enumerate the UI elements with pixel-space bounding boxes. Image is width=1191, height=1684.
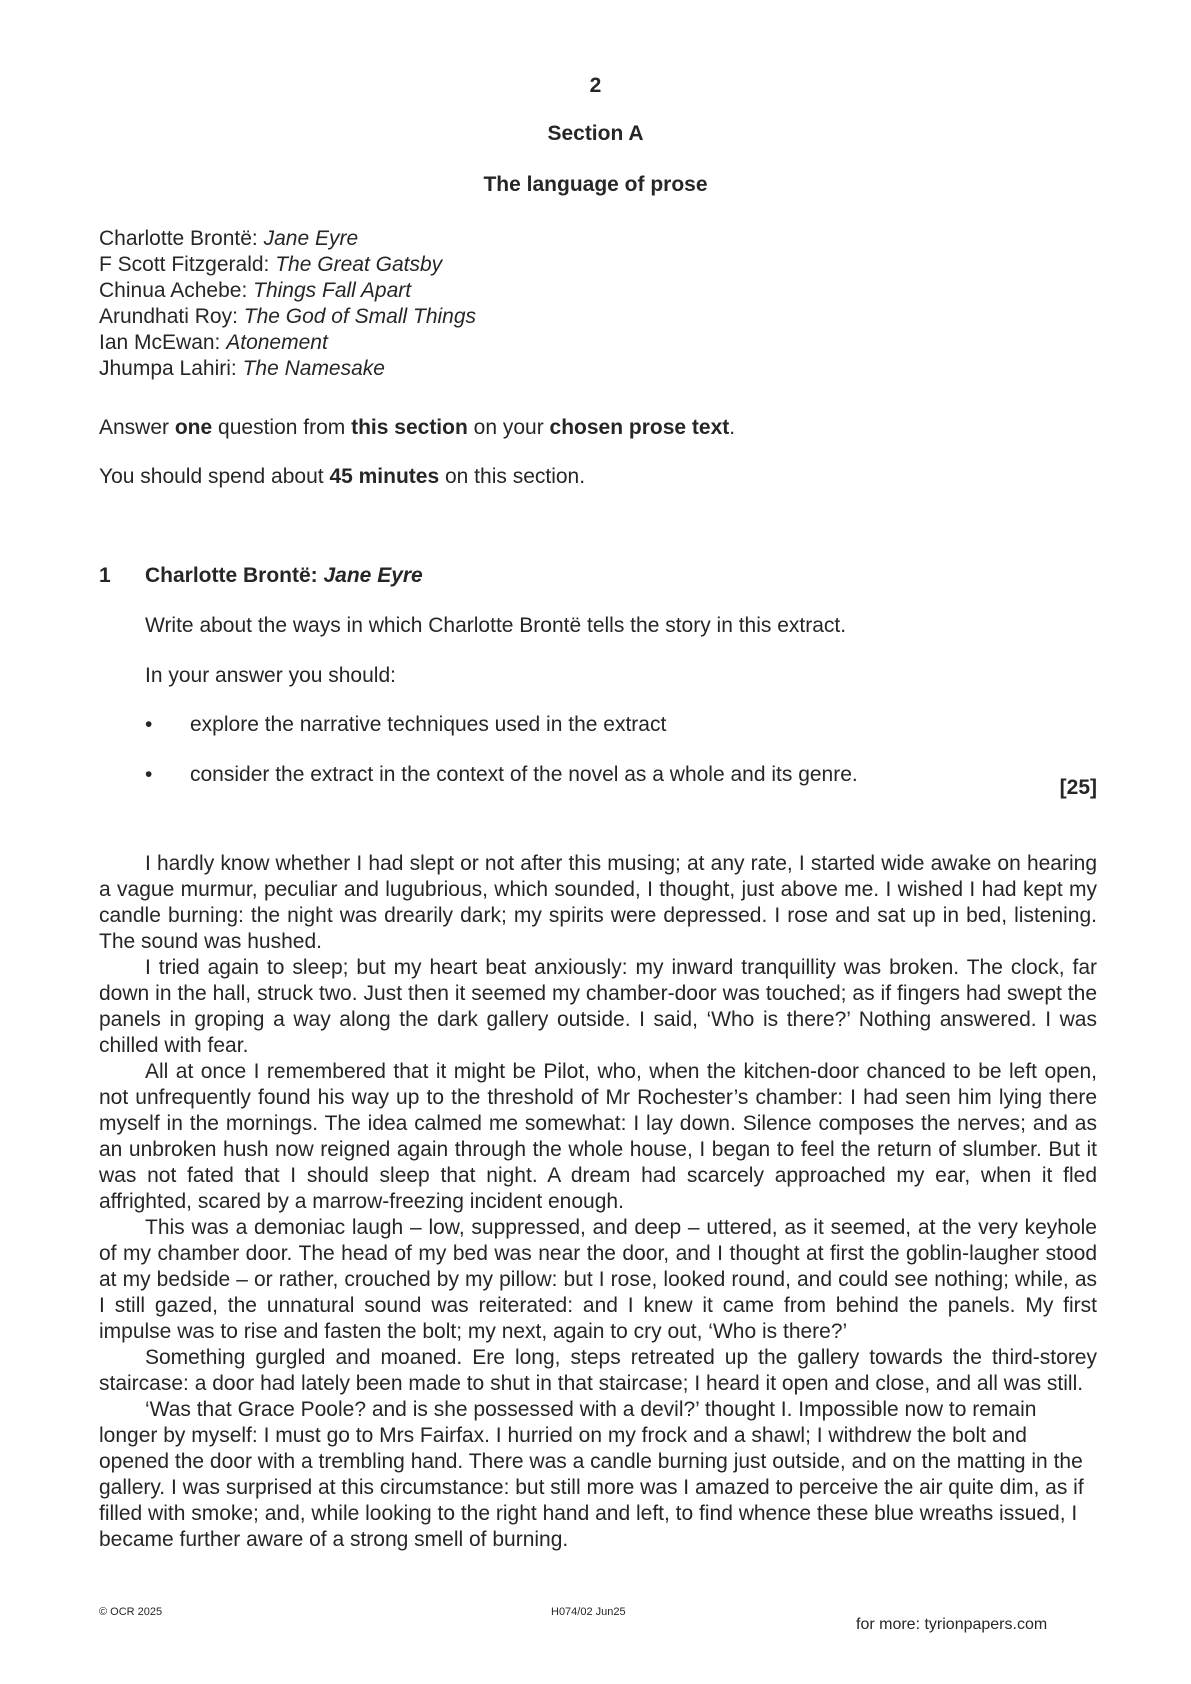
footer-paper-code: H074/02 Jun25 bbox=[551, 1606, 626, 1618]
set-text-item: Arundhati Roy: The God of Small Things bbox=[99, 305, 477, 328]
bullet-point: consider the extract in the context of the novel as a whole and its genre. bbox=[190, 763, 858, 786]
set-text-item: Jhumpa Lahiri: The Namesake bbox=[99, 357, 385, 380]
bullet-marker: • bbox=[145, 763, 153, 786]
extract-paragraph: All at once I remembered that it might be Pilot, who, when the kitchen-door chanced to be left open, not unfrequently found his way up to the threshold of Mr Rochester’s chamber: I had seen him lying there myself in the mornings. The idea calmed me somewhat: I lay down. Silence composes the nerves; and as an unbroken hush now reigned again through the whole house, I began to feel the return of slumber. But it was not fated that I should sleep that night. A dream had scarcely approached my ear, when it fled affrighted, scared by a marrow-freezing incident enough. bbox=[99, 1060, 1097, 1213]
extract-paragraph: I hardly know whether I had slept or not after this musing; at any rate, I started wide awake on hearing a vague murmur, peculiar and lugubrious, which sounded, I thought, just above me. I wished I had kept my candle burning: the night was drearily dark; my spirits were depressed. I rose and sat up in bed, listening. The sound was hushed. bbox=[99, 852, 1097, 953]
bullet-point: explore the narrative techniques used in the extract bbox=[190, 713, 667, 736]
marks-available: [25] bbox=[1059, 776, 1097, 799]
question-lead: In your answer you should: bbox=[145, 664, 396, 687]
extract-paragraph: This was a demoniac laugh – low, suppressed, and deep – uttered, as it seemed, at the very keyhole of my chamber door. The head of my bed was near the door, and I thought at first the goblin-laugher stood at my bedside – or rather, crouched by my pillow: but I rose, looked round, and could see nothing; while, as I still gazed, the unnatural sound was reiterated: and I knew it came from behind the panels. My first impulse was to rise and fasten the bolt; my next, again to cry out, ‘Who is there?’ bbox=[99, 1216, 1097, 1343]
footer-promo-link[interactable]: for more: tyrionpapers.com bbox=[856, 1616, 1048, 1633]
set-text-item: Charlotte Brontë: Jane Eyre bbox=[99, 227, 359, 250]
instruction-time: You should spend about 45 minutes on this section. bbox=[99, 465, 586, 488]
page-number: 2 bbox=[589, 74, 602, 97]
bullet-marker: • bbox=[145, 713, 153, 736]
question-title: Charlotte Brontë: Jane Eyre bbox=[145, 564, 423, 587]
extract-paragraph: I tried again to sleep; but my heart beat anxiously: my inward tranquillity was broken. The clock, far down in the hall, struck two. Just then it seemed my chamber-door was touched; as if fingers had swept the panels in groping a way along the dark gallery outside. I said, ‘Who is there?’ Nothing answered. I was chilled with fear. bbox=[99, 956, 1097, 1057]
set-texts-list bbox=[99, 226, 476, 382]
question-prompt: Write about the ways in which Charlotte Brontë tells the story in this extract. bbox=[145, 614, 847, 637]
section-title: Section A bbox=[547, 122, 644, 145]
extract-paragraph: Something gurgled and moaned. Ere long, steps retreated up the gallery towards the third-storey staircase: a door had lately been made to shut in that staircase; I heard it open and close, and all was still. bbox=[99, 1346, 1097, 1395]
set-text-item: F Scott Fitzgerald: The Great Gatsby bbox=[99, 253, 443, 276]
set-text-item: Ian McEwan: Atonement bbox=[99, 331, 328, 354]
extract-passage bbox=[99, 851, 1097, 1553]
set-text-item: Chinua Achebe: Things Fall Apart bbox=[99, 279, 412, 302]
footer-copyright: © OCR 2025 bbox=[99, 1606, 163, 1618]
instruction-answer: Answer one question from this section on your chosen prose text. bbox=[99, 416, 736, 439]
section-subtitle: The language of prose bbox=[483, 173, 708, 196]
extract-paragraph: ‘Was that Grace Poole? and is she possessed with a devil?’ thought I. Impossible now to remain longer by myself: I must go to Mrs Fairfax. I hurried on my frock and a shawl; I withdrew the bolt and opened the door with a trembling hand. There was a candle burning just outside, and on the matting in the gallery. I was surprised at this circumstance: but still more was I amazed to perceive the air quite dim, as if filled with smoke; and, while looking to the right hand and left, to find whence these blue wreaths issued, I became further aware of a strong smell of burning. bbox=[99, 1398, 1084, 1551]
question-number: 1 bbox=[99, 564, 111, 587]
